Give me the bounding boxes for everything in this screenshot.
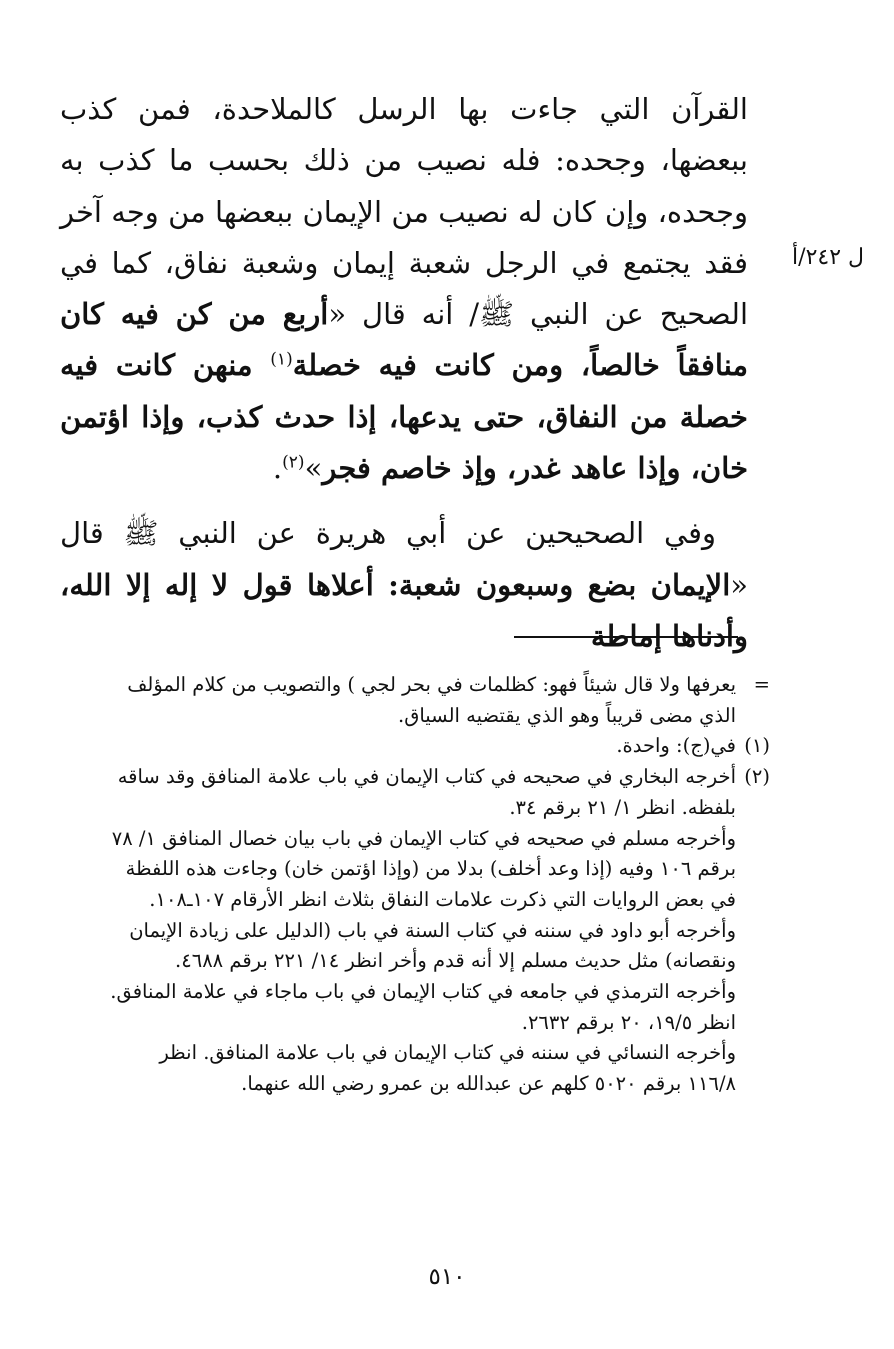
footnote-line: ١١٦/٨ برقم ٥٠٢٠ كلهم عن عبدالله بن عمرو رضي الله عنهما. [241, 1072, 736, 1096]
period: . [272, 451, 283, 486]
footnote-body [62, 731, 736, 762]
main-text [60, 84, 748, 662]
footnote-ref-1[interactable]: (١) [270, 349, 293, 370]
footnote-line: برقم ١٠٦ وفيه (إذا وعد أخلف) بدلا من (وإذا اؤتمن خان) وجاءت هذه اللفظة [125, 857, 736, 881]
footnote-line: انظر ١٩/٥، ٢٠ برقم ٢٦٣٢. [521, 1010, 736, 1034]
footnote-2 [62, 762, 770, 1100]
hadith-text-bold: منهن كانت فيه خصلة من النفاق، حتى يدعها، إذا حدث كذب، وإذا اؤتمن خان، وإذا عاهد غدر، وإذ خاصم فجر [60, 348, 748, 486]
footnote-ref-2[interactable]: (٢) [282, 452, 305, 473]
main-paragraph-1 [60, 84, 748, 494]
hadith-text-bold: أربع من كن فيه كان منافقاً خالصاً، ومن كانت فيه خصلة [60, 297, 748, 383]
footnote-continuation-mark: = [753, 673, 770, 696]
footnote-line: في بعض الروايات التي ذكرت علامات النفاق بثلاث انظر الأرقام ١٠٧ـ١٠٨. [149, 887, 736, 911]
manuscript-folio-reference: ل ٢٤٢/أ [792, 245, 864, 270]
footnote-number: (١) [744, 734, 770, 758]
footnote-line: ونقصانه) مثل حديث مسلم إلا أنه قدم وأخر انظر ١٤/ ٢٢١ برقم ٤٦٨٨. [175, 949, 736, 973]
footnote-number: (٢) [744, 765, 770, 789]
paragraph-text: وفي الصحيحين عن أبي هريرة عن النبي ﷺ قال « [60, 516, 748, 602]
footnote-line: أخرجه البخاري في صحيحه في كتاب الإيمان في باب علامة المنافق وقد ساقه [117, 765, 736, 789]
footnote-1 [62, 731, 770, 762]
footnote-body [62, 762, 736, 1100]
footnote-line: يعرفها ولا قال شيئاً فهو: كظلمات في بحر لجي ) والتصويب من كلام المؤلف [127, 673, 736, 696]
footnote-continuation [62, 670, 770, 731]
page-number: ٥١٠ [428, 1264, 466, 1290]
footnote-body [62, 670, 736, 731]
footnote-separator [514, 636, 738, 638]
footnote-line: الذي مضى قريباً وهو الذي يقتضيه السياق. [398, 703, 736, 727]
footnote-line: بلفظه. انظر ١/ ٢١ برقم ٣٤. [509, 795, 736, 819]
paragraph-text: القرآن التي جاءت بها الرسل كالملاحدة، فمن كذب ببعضها، وجحده: فله نصيب من ذلك بحسب ما كذب به وجحده، وإن كان له نصيب من الإيمان ببعضها من وجه آخر فقد يجتمع في الرجل شعبة إيمان وشعبة نفاق، كما في الصحيح عن النبي ﷺ/ أنه قال « [60, 92, 749, 332]
quote-close: » [304, 451, 323, 486]
footnote-line: وأخرجه أبو داود في سننه في كتاب السنة في باب (الدليل على زيادة الإيمان [129, 918, 736, 942]
footnote-line: وأخرجه النسائي في سننه في كتاب الإيمان في باب علامة المنافق. انظر [159, 1041, 736, 1065]
footnotes [62, 670, 770, 1100]
footnote-line: وأخرجه الترمذي في جامعه في كتاب الإيمان في باب ماجاء في علامة المنافق. [110, 980, 736, 1004]
main-paragraph-2 [60, 508, 748, 662]
hadith-text-bold: الإيمان بضع وسبعون شعبة: أعلاها قول لا إله إلا الله، وأدناها إماطة [60, 567, 748, 653]
footnote-line: في(ج): واحدة. [616, 734, 736, 758]
footnote-line: وأخرجه مسلم في صحيحه في كتاب الإيمان في باب بيان خصال المنافق ١/ ٧٨ [111, 826, 736, 850]
